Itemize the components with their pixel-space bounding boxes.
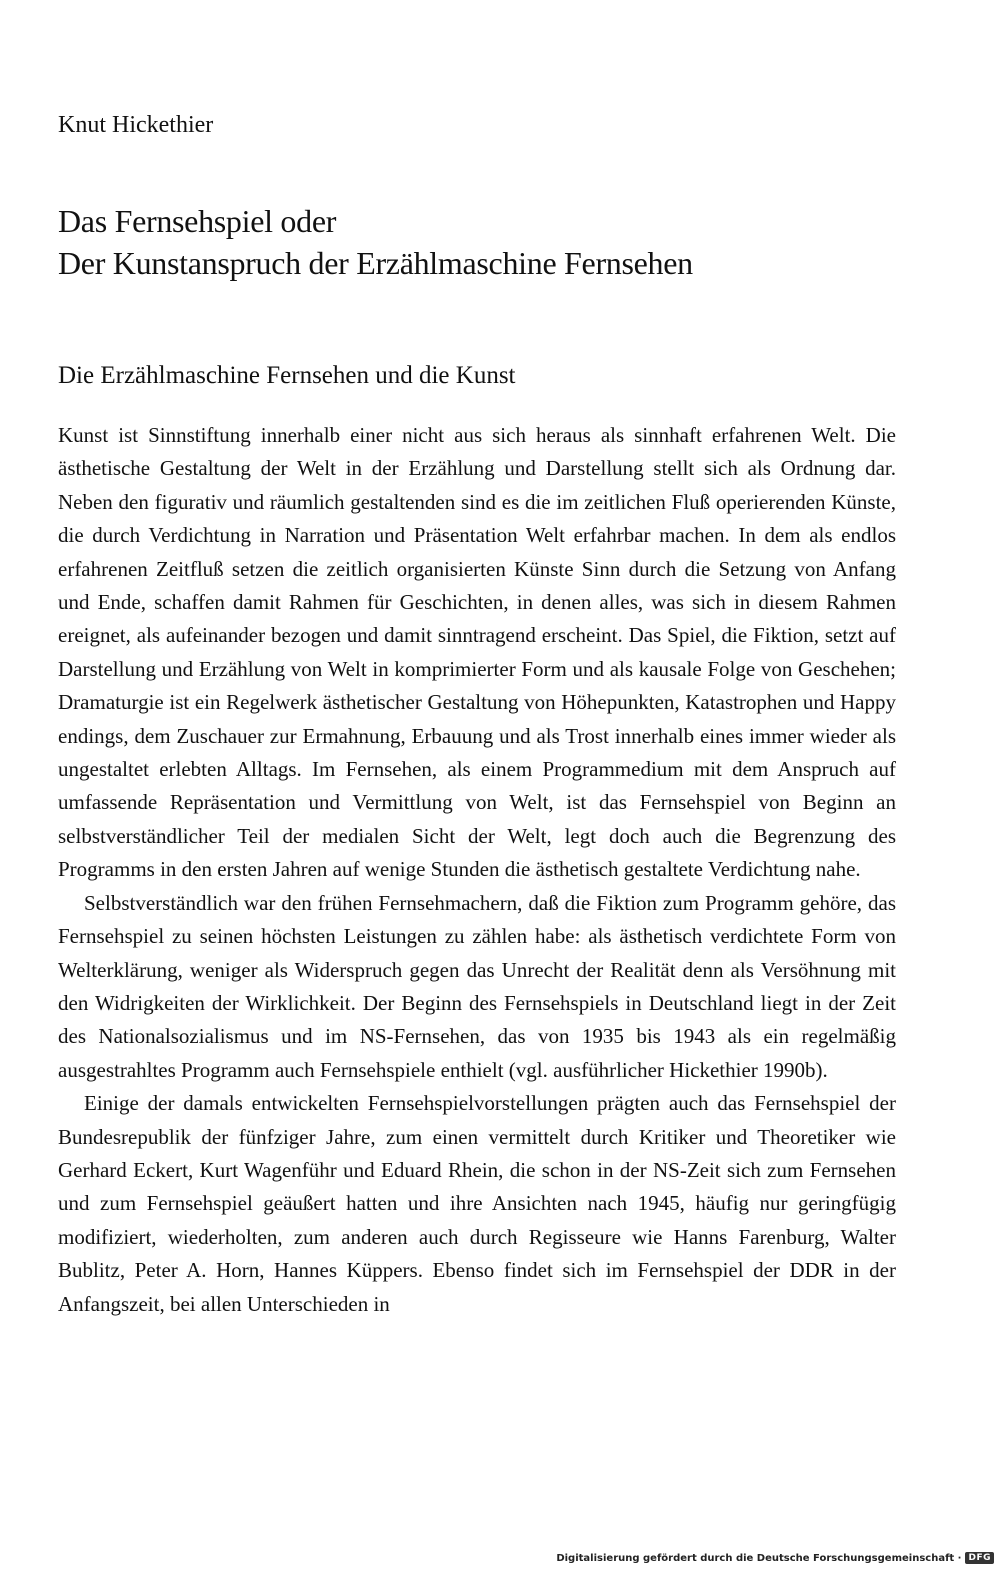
paragraph-2: Selbstverständlich war den frühen Fernsehmachern, daß die Fiktion zum Programm gehöre, das Fernsehspiel zu seinen höchsten Leistungen zu zählen habe: als ästhetisch verdichtete Form von Welterklärung, weniger als Widerspruch gegen das Unrecht der Realität denn als Versöhnung mit den Widrigkeiten der Wirklichkeit. Der Beginn des Fernsehspiels in Deutschland liegt in der Zeit des Nationalsozialismus und im NS-Fernsehen, das von 1935 bis 1943 als ein regelmäßig ausgestrahltes Programm auch Fernsehspiele enthielt (vgl. ausführlicher Hickethier 1990b). [58, 890, 896, 1082]
dfg-logo-icon: DFG [965, 1552, 994, 1564]
title-line-1: Das Fernsehspiel oder [58, 203, 337, 239]
author-name: Knut Hickethier [58, 112, 214, 138]
paragraph-3: Einige der damals entwickelten Fernsehspielvorstellungen prägten auch das Fernsehspiel der Bundesrepublik der fünfziger Jahre, zum einen vermittelt durch Kritiker und Theoretiker wie Gerhard Eckert, Kurt Wagenführ und Eduard Rhein, die schon in der NS-Zeit sich zum Fernsehen und zum Fernsehspiel geäußert hatten und ihre Ansichten nach 1945, häufig nur geringfügig modifiziert, wiederholten, zum anderen auch durch Regisseure wie Hanns Farenburg, Walter Bublitz, Peter A. Horn, Hannes Küppers. Ebenso findet sich im Fernsehspiel der DDR in der Anfangszeit, bei allen Unterschieden in [58, 1091, 896, 1316]
paragraph-1: Kunst ist Sinnstiftung innerhalb einer nicht aus sich heraus als sinnhaft erfahrenen Welt. Die ästhetische Gestaltung der Welt in der Erzählung und Darstellung stellt sich als Ordnung dar. Neben den figurativ und räumlich gestaltenden sind es die im zeitlichen Fluß operierenden Künste, die durch Verdichtung in Narration und Präsentation Welt erfahrbar machen. In dem als endlos erfahrenen Zeitfluß setzen die zeitlich organisierten Künste Sinn durch die Setzung von Anfang und Ende, schaffen damit Rahmen für Geschichten, in denen alles, was sich in diesem Rahmen ereignet, als aufeinander bezogen und damit sinntragend erscheint. Das Spiel, die Fiktion, setzt auf Darstellung und Erzählung von Welt in komprimierter Form und als kausale Folge von Geschehen; Dramaturgie ist ein Regelwerk ästhetischer Gestaltung von Höhepunkten, Katastrophen und Happy endings, dem Zuschauer zur Ermahnung, Erbauung und als Trost innerhalb eines immer wieder als ungestaltet erlebten Alltags. Im Fernsehen, als einem Programmedium mit dem Anspruch auf umfassende Repräsentation und Vermittlung von Welt, ist das Fernsehspiel von Beginn an selbstverständlicher Teil der medialen Sicht der Welt, legt doch auch die Begrenzung des Programms in den ersten Jahren auf wenige Stunden die ästhetisch gestaltete Verdichtung nahe. [58, 423, 896, 882]
body-text [58, 419, 896, 1321]
section-heading: Die Erzählmaschine Fernsehen und die Kunst [58, 362, 516, 389]
footer-text: Digitalisierung gefördert durch die Deutsche Forschungsgemeinschaft · [556, 1552, 962, 1564]
digitization-footer [556, 1550, 994, 1566]
title-line-2: Der Kunstanspruch der Erzählmaschine Fernsehen [58, 245, 693, 281]
article-title [58, 200, 958, 284]
